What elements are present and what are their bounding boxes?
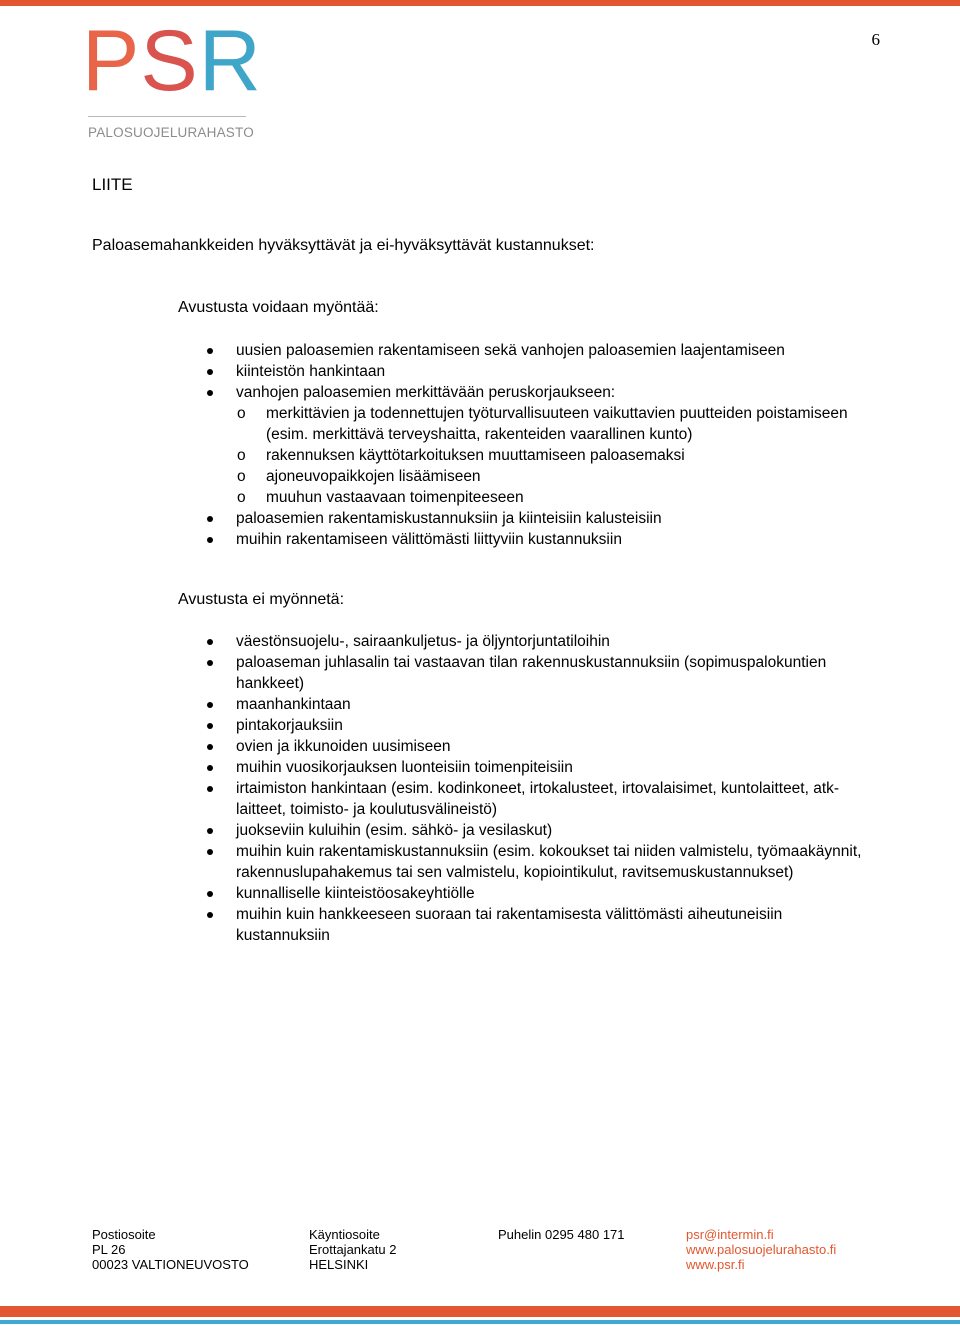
logo-subtitle: PALOSUOJELURAHASTO <box>88 125 254 140</box>
bullet-icon <box>207 744 213 750</box>
footer-postal-line: PL 26 <box>92 1242 126 1257</box>
list-item <box>0 382 960 403</box>
bullet-icon <box>207 849 213 855</box>
footer-phone <box>498 1227 625 1242</box>
bullet-icon <box>207 639 213 645</box>
sub-list-item <box>0 445 960 466</box>
list-item-text: kunnalliselle kiinteistöosakeyhtiölle <box>236 885 475 902</box>
logo-letter-s: S <box>140 13 199 109</box>
bullet-icon <box>207 537 213 543</box>
list-item-text: muihin rakentamiseen välittömästi liittyviin kustannuksiin <box>236 531 622 548</box>
list-item-text: ajoneuvopaikkojen lisäämiseen <box>266 468 481 485</box>
list-item-text: uusien paloasemien rakentamiseen sekä vanhojen paloasemien laajentamiseen <box>236 342 785 359</box>
bullet-icon <box>207 390 213 396</box>
bullet-icon <box>207 786 213 792</box>
list-item <box>0 652 960 694</box>
bullet-icon <box>207 348 213 354</box>
list-item <box>0 820 960 841</box>
bullet-icon <box>207 702 213 708</box>
logo-divider <box>88 116 246 117</box>
list-item <box>0 340 960 361</box>
psr-logo <box>82 13 262 151</box>
list-item-text: irtaimiston hankintaan (esim. kodinkoneet, irtokalusteet, irtovalaisimet, kuntolaitteet, atk-laitteet, toimisto- ja koulutusvälineistö) <box>236 780 840 818</box>
logo-letter-r: R <box>198 13 262 109</box>
list-item-text: paloaseman juhlasalin tai vastaavan tilan rakennuskustannuksiin (sopimuspalokuntien hankkeet) <box>236 654 827 692</box>
list-item <box>0 757 960 778</box>
bullet-icon <box>207 660 213 666</box>
appendix-heading: LIITE <box>92 175 133 194</box>
bullet-icon <box>207 369 213 375</box>
list-item-text: muihin vuosikorjauksen luonteisiin toimenpiteisiin <box>236 759 573 776</box>
footer-website-link[interactable]: www.psr.fi <box>686 1257 745 1272</box>
sub-list-item <box>0 466 960 487</box>
bullet-icon <box>207 765 213 771</box>
sub-list-item <box>0 487 960 508</box>
list-item-text: merkittävien ja todennettujen työturvallisuuteen vaikuttavien puutteiden poistamiseen (esim. merkittävä terveyshaitta, rakenteiden vaarallinen kunto) <box>266 405 848 443</box>
list-item-text: kiinteistön hankintaan <box>236 363 386 380</box>
list-item-text: vanhojen paloasemien merkittävään peruskorjaukseen: <box>236 384 616 401</box>
list-item <box>0 841 960 883</box>
list-item-text: juokseviin kuluihin (esim. sähkö- ja vesilaskut) <box>236 822 553 839</box>
list-item <box>0 904 960 946</box>
sub-bullet-marker: o <box>237 447 246 464</box>
list-item-text: muuhun vastaavaan toimenpiteeseen <box>266 489 524 506</box>
logo-letters <box>82 13 262 109</box>
footer-postal-address <box>92 1227 249 1272</box>
footer-postal-line: Postiosoite <box>92 1227 156 1242</box>
logo-letter-p: P <box>82 13 141 109</box>
list-item <box>0 361 960 382</box>
list-item <box>0 694 960 715</box>
footer-links <box>686 1227 836 1272</box>
list-item-text: muihin kuin rakentamiskustannuksiin (esim. kokoukset tai niiden valmistelu, työmaakäynnit, rakennuslupahakemus tai sen valmistelu, kopiointikulut, ravitsemuskustannukset) <box>236 843 862 881</box>
section-rejected-title: Avustusta ei myönnetä: <box>178 591 345 608</box>
list-item-text: paloasemien rakentamiskustannuksiin ja kiinteisiin kalusteisiin <box>236 510 662 527</box>
bullet-icon <box>207 516 213 522</box>
list-item-text: väestönsuojelu-, sairaankuljetus- ja öljyntorjuntatiloihin <box>236 633 610 650</box>
list-item <box>0 778 960 820</box>
bullet-icon <box>207 912 213 918</box>
footer-postal-line: 00023 VALTIONEUVOSTO <box>92 1257 249 1272</box>
sub-bullet-marker: o <box>237 489 246 506</box>
bullet-icon <box>207 723 213 729</box>
list-item <box>0 883 960 904</box>
page-number: 6 <box>871 30 880 49</box>
footer-phone-line: Puhelin 0295 480 171 <box>498 1227 625 1242</box>
list-item <box>0 736 960 757</box>
footer-website-link[interactable]: www.palosuojelurahasto.fi <box>686 1242 837 1257</box>
footer-visit-line: Erottajankatu 2 <box>309 1242 397 1257</box>
approved-costs-list <box>0 340 960 550</box>
list-item <box>0 715 960 736</box>
footer-visit-line: Käyntiosoite <box>309 1227 380 1242</box>
document-title: Paloasemahankkeiden hyväksyttävät ja ei-hyväksyttävät kustannukset: <box>92 237 595 254</box>
bottom-accent-bar <box>0 1306 960 1317</box>
list-item-text: pintakorjauksiin <box>236 717 343 734</box>
list-item-text: muihin kuin hankkeeseen suoraan tai rakentamisesta välittömästi aiheutuneisiin kustannuksiin <box>236 906 783 944</box>
sub-bullet-marker: o <box>237 405 246 422</box>
list-item-text: ovien ja ikkunoiden uusimiseen <box>236 738 451 755</box>
bottom-blue-bar <box>0 1320 960 1324</box>
list-item <box>0 508 960 529</box>
list-item-text: rakennuksen käyttötarkoituksen muuttamiseen paloasemaksi <box>266 447 685 464</box>
footer-visit-address <box>309 1227 396 1272</box>
top-accent-bar <box>0 0 960 6</box>
list-item <box>0 529 960 550</box>
rejected-costs-list <box>0 631 960 946</box>
list-item-text: maanhankintaan <box>236 696 351 713</box>
sub-bullet-marker: o <box>237 468 246 485</box>
bullet-icon <box>207 891 213 897</box>
footer-email-link[interactable]: psr@intermin.fi <box>686 1227 774 1242</box>
section-approved-title: Avustusta voidaan myöntää: <box>178 299 379 316</box>
sub-list-item <box>0 403 960 445</box>
list-item <box>0 631 960 652</box>
footer-visit-line: HELSINKI <box>309 1257 369 1272</box>
bullet-icon <box>207 828 213 834</box>
